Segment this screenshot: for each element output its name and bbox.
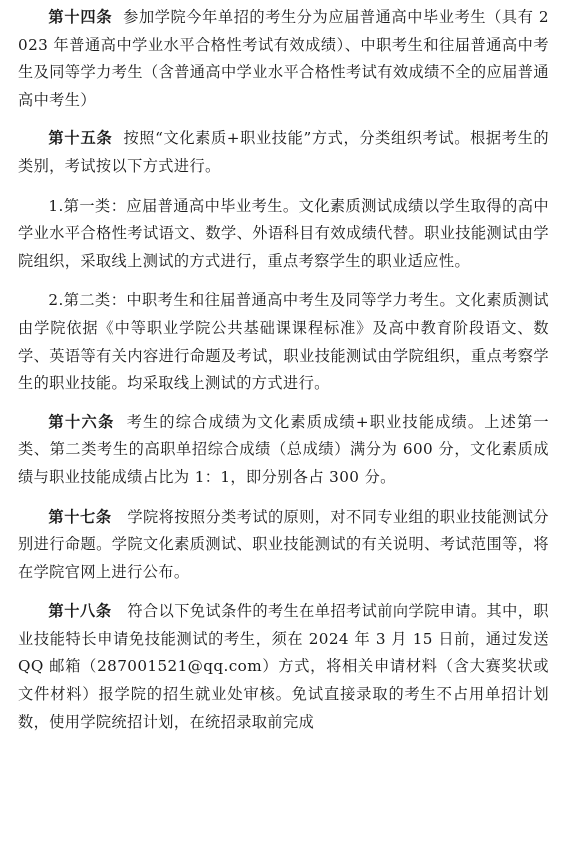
article-label: 第十四条 [48, 8, 113, 26]
article-text: 学院将按照分类考试的原则，对不同专业组的职业技能测试分别进行命题。学院文化素质测试、职业技能测试的有关说明、考试范围等，将在学院官网上进行公布。 [18, 507, 549, 581]
paragraph-text: 2.第二类：中职考生和往届普通高中考生及同等学力考生。文化素质测试由学院依据《中等职业学院公共基础课课程标准》及高中教育阶段语文、数学、英语等有关内容进行命题及考试，职业技能测试由学院组织，重点考察学生的职业技能。均采取线上测试的方式进行。 [18, 291, 549, 393]
article-14 [18, 4, 549, 114]
article-label: 第十七条 [48, 507, 112, 526]
article-text: 按照“文化素质+职业技能”方式，分类组织考试。根据考生的类别，考试按以下方式进行。 [18, 129, 549, 175]
article-18 [18, 598, 549, 736]
category-1-paragraph [18, 193, 549, 276]
article-text: 考生的综合成绩为文化素质成绩+职业技能成绩。上述第一类、第二类考生的高职单招综合成绩（总成绩）满分为 600 分，文化素质成绩与职业技能成绩占比为 1：1，即分别各占 300 分。 [18, 412, 549, 486]
article-text: 符合以下免试条件的考生在单招考试前向学院申请。其中，职业技能特长申请免技能测试的考生，须在 2024 年 3 月 15 日前，通过发送 QQ 邮箱（287001521@qq.com）方式，将相关申请材料（含大赛奖状或文件材料）报学院的招生就业处审核。免试直接录取的考生不占用单招计划数，使用学院统招计划，在统招录取前完成 [18, 602, 549, 731]
article-text: 参加学院今年单招的考生分为应届普通高中毕业考生（具有 2023 年普通高中学业水平合格性考试有效成绩）、中职考生和往届普通高中考生及同等学力考生（含普通高中学业水平合格性考试有效成绩不全的应届普通高中考生） [18, 8, 549, 109]
article-label: 第十五条 [48, 129, 113, 148]
article-15 [18, 125, 549, 180]
category-2-paragraph [18, 287, 549, 397]
article-label: 第十八条 [48, 602, 112, 621]
article-16 [18, 409, 549, 492]
article-label: 第十六条 [48, 412, 115, 431]
article-17 [18, 504, 549, 587]
paragraph-text: 1.第一类：应届普通高中毕业考生。文化素质测试成绩以学生取得的高中学业水平合格性考试语文、数学、外语科目有效成绩代替。职业技能测试由学院组织，采取线上测试的方式进行，重点考察学生的职业适应性。 [18, 196, 549, 270]
